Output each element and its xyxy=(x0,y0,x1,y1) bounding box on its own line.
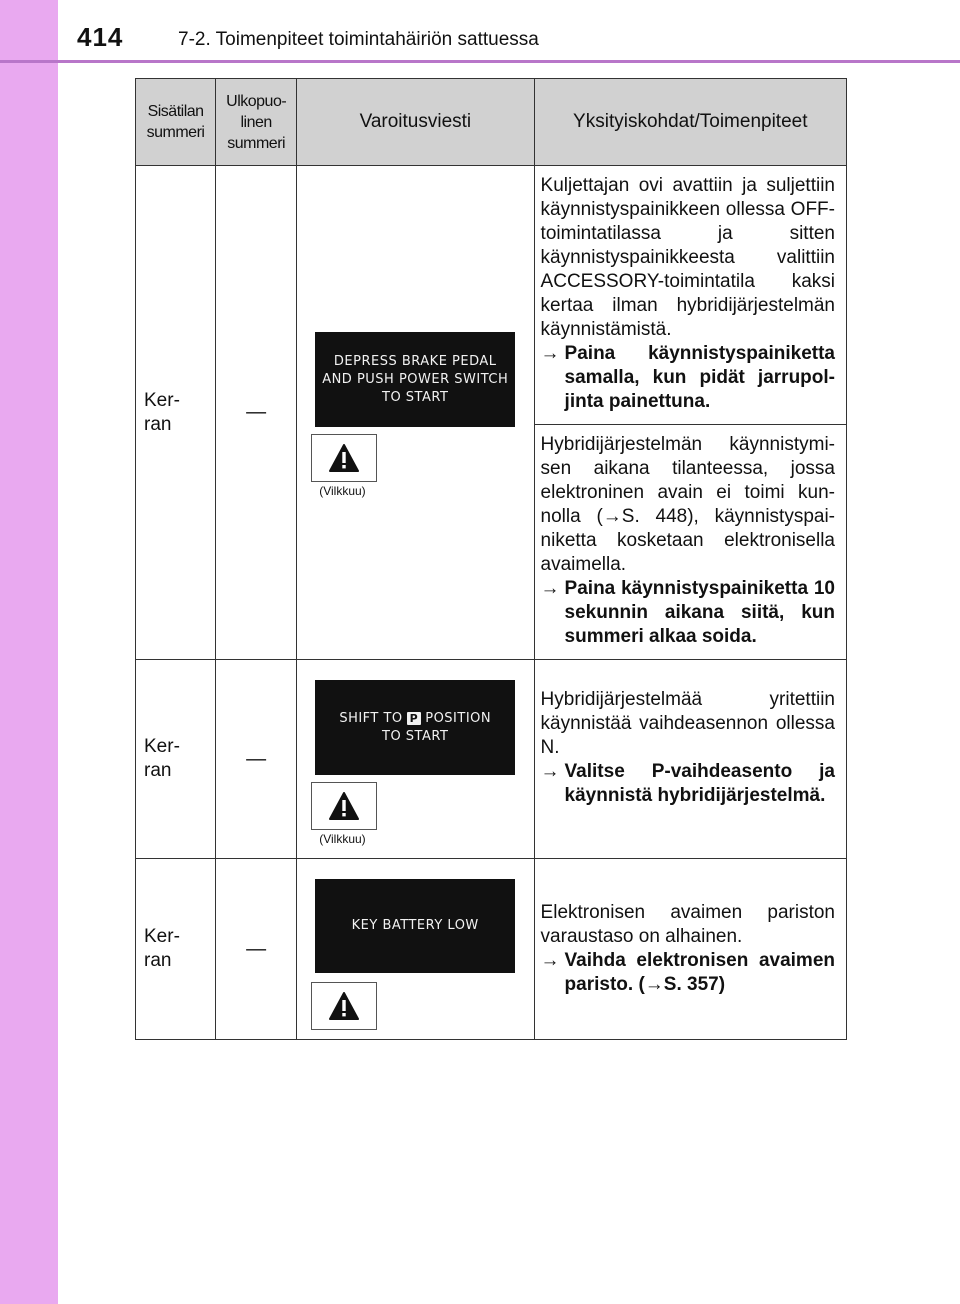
message-display: DEPRESS BRAKE PEDAL AND PUSH POWER SWITCH TO START xyxy=(315,332,515,427)
page-reference: S. 357 xyxy=(663,974,719,995)
action-item xyxy=(541,760,835,808)
page-reference: S. 448 xyxy=(621,506,688,527)
action-text: Vaihda elektronisen avaimen paristo. (→S. 357) xyxy=(564,950,835,995)
message-display: SHIFT TO P POSITION TO START xyxy=(315,680,515,775)
interior-buzzer-cell: Ker- ran xyxy=(136,166,216,660)
chapter-color-band xyxy=(0,0,58,1304)
arrow-icon: → xyxy=(540,343,560,364)
action-item xyxy=(541,342,835,414)
page-number: 414 xyxy=(77,22,124,52)
arrow-icon: → xyxy=(644,974,664,995)
action-text: Paina käynnistyspainiketta samalla, kun pidät jarrupoljinta painettuna. xyxy=(564,343,835,412)
arrow-icon: → xyxy=(540,950,560,971)
park-position-icon: P xyxy=(407,712,422,725)
action-text: Paina käynnistyspainiketta 10 sekunnin aikana siitä, kun summeri alkaa soida. xyxy=(564,578,835,647)
header-details: Yksityiskohdat/Toimenpiteet xyxy=(534,79,846,166)
details-cell xyxy=(534,425,846,660)
details-cell xyxy=(534,166,846,425)
warning-message-table xyxy=(135,78,847,1040)
exterior-buzzer-cell: — xyxy=(216,166,297,660)
arrow-icon: → xyxy=(602,506,622,527)
table-row xyxy=(136,166,847,425)
exterior-buzzer-cell: — xyxy=(216,660,297,859)
header-tab xyxy=(0,0,58,62)
section-title: 7-2. Toimenpiteet toimintahäiriön sattuessa xyxy=(178,29,539,50)
table-row xyxy=(136,660,847,859)
interior-buzzer-cell: Ker- ran xyxy=(136,859,216,1040)
table-header-row xyxy=(136,79,847,166)
warning-triangle-icon xyxy=(311,434,377,482)
exterior-buzzer-cell: — xyxy=(216,859,297,1040)
warning-triangle-icon xyxy=(311,782,377,830)
condition-description: Hybridijärjestelmän käynnistymisen aikana tilanteessa, jossa elektroninen avain ei toimi kunnolla (→S. 448), käynnistyspainiketta kosketaan elektronisella avaimella. xyxy=(540,434,835,575)
warning-triangle-icon xyxy=(311,982,377,1030)
blink-note: (Vilkkuu) xyxy=(319,484,366,498)
warning-message-cell xyxy=(297,166,534,660)
arrow-icon: → xyxy=(540,761,560,782)
details-cell xyxy=(534,660,846,859)
action-text: Valitse P-vaihdeasento ja käynnistä hybridijärjestelmä. xyxy=(564,761,835,806)
arrow-icon: → xyxy=(540,578,560,599)
details-cell xyxy=(534,859,846,1040)
interior-buzzer-cell: Ker- ran xyxy=(136,660,216,859)
blink-note: (Vilkkuu) xyxy=(319,832,366,846)
action-item xyxy=(541,577,835,649)
action-item xyxy=(541,949,835,997)
header-divider xyxy=(0,60,960,63)
message-display: KEY BATTERY LOW xyxy=(315,879,515,973)
header-exterior-buzzer: Ulkopuo- linen summeri xyxy=(216,79,297,166)
warning-message-cell xyxy=(297,660,534,859)
header-warning-message: Varoitusviesti xyxy=(297,79,534,166)
table-row xyxy=(136,859,847,1040)
header-interior-buzzer: Sisätilan summeri xyxy=(136,79,216,166)
warning-message-cell xyxy=(297,859,534,1040)
condition-description: Kuljettajan ovi avattiin ja suljettiin käynnistyspainikkeen ollessa OFF-toimintatilassa ja sitten käynnistyspainikkeesta valittiin ACCESSORY-toimintatila kaksi kertaa ilman hybridijärjestelmän käynnistämistä. xyxy=(540,175,835,340)
condition-description: Hybridijärjestelmää yritettiin käynnistää vaihdeasennon ollessa N. xyxy=(540,689,835,758)
condition-description: Elektronisen avaimen pariston varaustaso on alhainen. xyxy=(540,902,835,947)
